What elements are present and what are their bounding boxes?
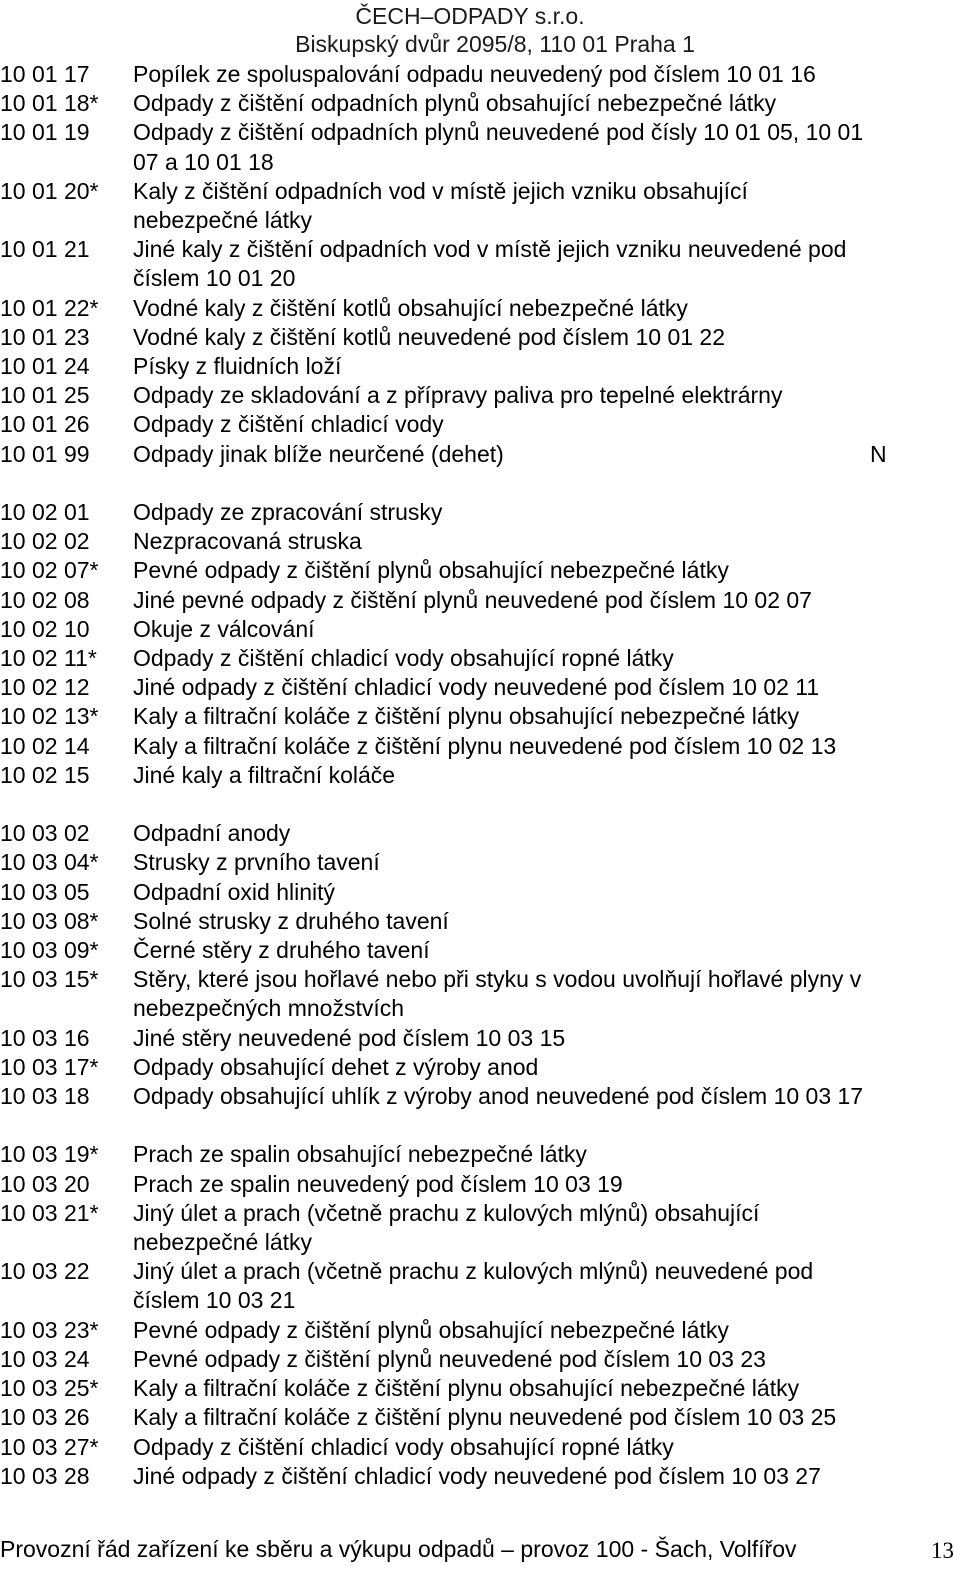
waste-category: [870, 819, 960, 848]
list-item: [0, 118, 960, 176]
list-item: [0, 848, 960, 877]
waste-description: Odpady z čištění chladicí vody obsahující ropné látky: [133, 1433, 674, 1460]
waste-description: Jiné odpady z čištění chladicí vody neuvedené pod číslem 10 03 27: [133, 1462, 821, 1489]
list-item: [0, 527, 960, 556]
list-item: [0, 89, 960, 118]
waste-code: 10 02 10: [0, 615, 90, 642]
waste-code: 10 03 22: [0, 1258, 90, 1285]
list-item: [0, 878, 960, 907]
waste-description: Odpady z čištění chladicí vody obsahující ropné látky: [133, 645, 674, 672]
waste-description: Jiné odpady z čištění chladicí vody neuvedené pod číslem 10 02 11: [133, 674, 820, 701]
waste-description: Odpady z čištění odpadních plynů obsahující nebezpečné látky: [133, 90, 777, 117]
list-item: [0, 1140, 960, 1169]
waste-category: [870, 907, 960, 936]
waste-code: 10 01 23: [0, 323, 90, 350]
waste-category: [870, 848, 960, 877]
waste-code: 10 03 16: [0, 1024, 90, 1051]
waste-code: 10 03 24: [0, 1345, 90, 1372]
waste-code: 10 01 17: [0, 61, 90, 87]
waste-code: 10 02 15: [0, 761, 90, 788]
list-item: [0, 1433, 960, 1462]
list-item: [0, 936, 960, 965]
waste-code: 10 03 26: [0, 1404, 90, 1431]
waste-category: [870, 1316, 960, 1345]
waste-category: [870, 1257, 960, 1315]
waste-code: 10 01 20*: [0, 177, 99, 204]
company-address: Biskupský dvůr 2095/8, 110 01 Praha 1: [295, 31, 695, 57]
waste-description: Odpady obsahující uhlík z výroby anod neuvedené pod číslem 10 03 17: [133, 1083, 864, 1110]
waste-category: [870, 1433, 960, 1462]
waste-code: 10 03 17*: [0, 1053, 99, 1080]
waste-category: [870, 294, 960, 323]
waste-category: [870, 1403, 960, 1432]
waste-code: 10 01 18*: [0, 90, 99, 117]
waste-category: [870, 761, 960, 790]
waste-description: Nezpracovaná struska: [133, 528, 362, 555]
waste-category: [870, 1024, 960, 1053]
waste-description: Odpady jinak blíže neurčené (dehet): [133, 440, 504, 467]
waste-description: Strusky z prvního tavení: [133, 849, 380, 876]
waste-code: 10 02 08: [0, 586, 90, 613]
waste-category: [870, 527, 960, 556]
waste-code: 10 03 23*: [0, 1316, 99, 1343]
waste-category: [870, 1374, 960, 1403]
group-gap: [0, 1111, 960, 1140]
list-item: [0, 965, 960, 1023]
waste-description: Vodné kaly z čištění kotlů neuvedené pod číslem 10 01 22: [133, 323, 726, 350]
waste-description: Jiné kaly a filtrační koláče: [133, 761, 396, 788]
list-item: [0, 615, 960, 644]
waste-description: Odpady z čištění odpadních plynů neuvedené pod čísly 10 01 05, 10 01 07 a 10 01 18: [133, 119, 864, 175]
waste-category: [870, 702, 960, 731]
list-item: [0, 1199, 960, 1257]
waste-category: [870, 644, 960, 673]
waste-code: 10 01 22*: [0, 294, 99, 321]
waste-category: [870, 878, 960, 907]
waste-description: Kaly z čištění odpadních vod v místě jejich vzniku obsahující nebezpečné látky: [133, 177, 748, 234]
waste-category: [870, 1170, 960, 1199]
waste-description: Jiný úlet a prach (včetně prachu z kulových mlýnů) obsahující nebezpečné látky: [133, 1199, 760, 1256]
waste-description: Pevné odpady z čištění plynů obsahující nebezpečné látky: [133, 557, 729, 584]
waste-description: Jiné kaly z čištění odpadních vod v místě jejich vzniku neuvedené pod číslem 10 01 20: [133, 236, 847, 292]
waste-description: Odpady ze zpracování strusky: [133, 499, 443, 526]
waste-code: 10 03 27*: [0, 1433, 99, 1460]
waste-category: [870, 352, 960, 381]
waste-category: N: [870, 440, 887, 467]
list-item: [0, 702, 960, 731]
waste-code: 10 02 13*: [0, 703, 99, 730]
waste-description: Kaly a filtrační koláče z čištění plynu obsahující nebezpečné látky: [133, 703, 800, 730]
waste-description: Stěry, které jsou hořlavé nebo při styku s vodou uvolňují hořlavé plyny v nebezpečných množstvích: [133, 966, 862, 1022]
waste-description: Odpadní anody: [133, 820, 291, 847]
company-name: ČECH–ODPADY s.r.o.: [355, 3, 585, 29]
waste-category: [870, 60, 960, 89]
waste-description: Kaly a filtrační koláče z čištění plynu neuvedené pod číslem 10 02 13: [133, 732, 837, 759]
list-item: [0, 673, 960, 702]
waste-code: 10 03 02: [0, 820, 90, 847]
footer-text: Provozní řád zařízení ke sběru a výkupu odpadů – provoz 100 - Šach, Volfířov: [0, 1536, 797, 1562]
waste-code: 10 03 21*: [0, 1199, 99, 1226]
waste-description: Prach ze spalin obsahující nebezpečné látky: [133, 1141, 587, 1168]
waste-code: 10 03 04*: [0, 849, 99, 876]
list-item: [0, 1345, 960, 1374]
waste-code: 10 01 21: [0, 236, 90, 263]
waste-code: 10 01 26: [0, 411, 90, 438]
list-item: [0, 381, 960, 410]
waste-category: [870, 1199, 960, 1257]
waste-description: Kaly a filtrační koláče z čištění plynu obsahující nebezpečné látky: [133, 1375, 800, 1402]
waste-category: [870, 556, 960, 585]
page-number: 13: [931, 1538, 954, 1563]
waste-code: 10 02 07*: [0, 557, 99, 584]
list-item: [0, 761, 960, 790]
waste-description: Odpady ze skladování a z přípravy paliva pro tepelné elektrárny: [133, 382, 783, 409]
waste-category: [870, 1345, 960, 1374]
waste-code: 10 03 20: [0, 1170, 90, 1197]
waste-code: 10 03 18: [0, 1083, 90, 1110]
list-item: [0, 352, 960, 381]
list-item: [0, 732, 960, 761]
list-item: [0, 410, 960, 439]
list-item: [0, 1374, 960, 1403]
waste-category: [870, 235, 960, 293]
waste-description: Černé stěry z druhého tavení: [133, 937, 430, 964]
list-item: [0, 1316, 960, 1345]
waste-code: 10 02 11*: [0, 645, 97, 672]
waste-category: [870, 673, 960, 702]
list-item: [0, 323, 960, 352]
waste-description: Pevné odpady z čištění plynů neuvedené pod číslem 10 03 23: [133, 1345, 766, 1372]
list-item: [0, 644, 960, 673]
list-item: [0, 60, 960, 89]
waste-category: [870, 1053, 960, 1082]
list-item: [0, 556, 960, 585]
waste-category: [870, 936, 960, 965]
waste-description: Kaly a filtrační koláče z čištění plynu neuvedené pod číslem 10 03 25: [133, 1404, 837, 1431]
waste-category: [870, 89, 960, 118]
waste-code: 10 01 19: [0, 119, 90, 146]
list-item: [0, 1170, 960, 1199]
waste-description: Jiné stěry neuvedené pod číslem 10 03 15: [133, 1024, 566, 1051]
waste-description: Vodné kaly z čištění kotlů obsahující nebezpečné látky: [133, 294, 688, 321]
list-item: [0, 1403, 960, 1432]
waste-category: [870, 1082, 960, 1111]
list-item: [0, 586, 960, 615]
waste-code-list: [0, 60, 960, 1491]
waste-category: [870, 498, 960, 527]
waste-code: 10 03 15*: [0, 966, 99, 993]
waste-category: [870, 323, 960, 352]
waste-category: [870, 177, 960, 235]
list-item: [0, 1257, 960, 1315]
waste-code: 10 03 28: [0, 1462, 90, 1489]
waste-description: Odpady obsahující dehet z výroby anod: [133, 1053, 539, 1080]
waste-description: Písky z fluidních loží: [133, 353, 342, 380]
waste-category: [870, 410, 960, 439]
list-item: [0, 1053, 960, 1082]
waste-code: 10 01 99: [0, 440, 90, 467]
waste-description: Prach ze spalin neuvedený pod číslem 10 03 19: [133, 1170, 623, 1197]
list-item: [0, 819, 960, 848]
waste-code: 10 03 08*: [0, 907, 99, 934]
list-item: [0, 1024, 960, 1053]
waste-code: 10 03 19*: [0, 1141, 99, 1168]
waste-category: [870, 586, 960, 615]
waste-code: 10 03 09*: [0, 937, 99, 964]
waste-code: 10 02 01: [0, 499, 90, 526]
waste-description: Popílek ze spoluspalování odpadu neuvedený pod číslem 10 01 16: [133, 61, 816, 87]
waste-category: [870, 1140, 960, 1169]
waste-description: Okuje z válcování: [133, 615, 315, 642]
waste-code: 10 01 24: [0, 353, 90, 380]
waste-description: Odpady z čištění chladicí vody: [133, 411, 444, 438]
waste-category: [870, 965, 960, 1023]
list-item: [0, 1082, 960, 1111]
list-item: [0, 440, 960, 469]
waste-category: [870, 732, 960, 761]
waste-description: Pevné odpady z čištění plynů obsahující nebezpečné látky: [133, 1316, 729, 1343]
waste-category: [870, 381, 960, 410]
waste-description: Odpadní oxid hlinitý: [133, 878, 336, 905]
waste-category: [870, 118, 960, 176]
waste-category: [870, 615, 960, 644]
waste-code: 10 01 25: [0, 382, 90, 409]
waste-code: 10 02 02: [0, 528, 90, 555]
list-item: [0, 235, 960, 293]
list-item: [0, 907, 960, 936]
waste-code: 10 02 12: [0, 674, 90, 701]
waste-code: 10 02 14: [0, 732, 90, 759]
group-gap: [0, 469, 960, 498]
waste-code: 10 03 25*: [0, 1375, 99, 1402]
waste-category: [870, 1462, 960, 1491]
group-gap: [0, 790, 960, 819]
waste-code: 10 03 05: [0, 878, 90, 905]
list-item: [0, 498, 960, 527]
list-item: [0, 177, 960, 235]
list-item: [0, 294, 960, 323]
waste-description: Solné strusky z druhého tavení: [133, 907, 449, 934]
waste-description: Jiný úlet a prach (včetně prachu z kulových mlýnů) neuvedené pod číslem 10 03 21: [133, 1258, 814, 1314]
list-item: [0, 1462, 960, 1491]
waste-description: Jiné pevné odpady z čištění plynů neuvedené pod číslem 10 02 07: [133, 586, 812, 613]
